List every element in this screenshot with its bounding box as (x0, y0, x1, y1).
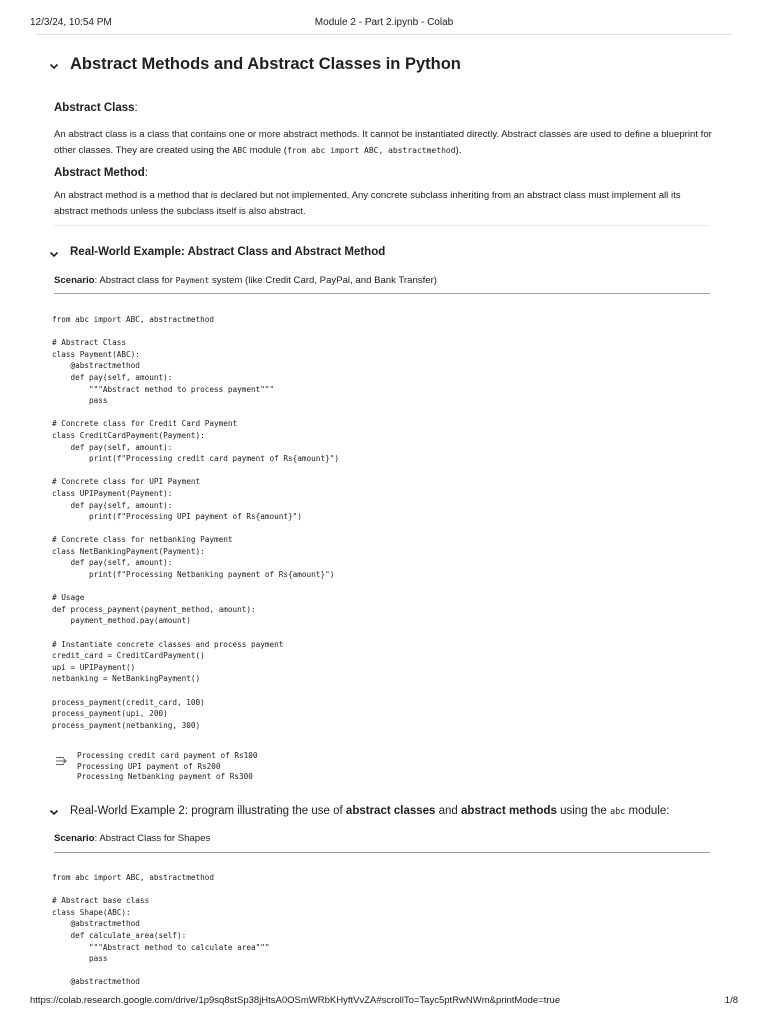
print-datetime: 12/3/24, 10:54 PM (30, 17, 112, 28)
section-divider (54, 225, 710, 226)
abstract-method-heading: Abstract Method: (54, 167, 148, 179)
code-cell-shapes[interactable]: from abc import ABC, abstractmethod # Abstract base class class Shape(ABC): @abstractmethod def calculate_area(self): """Abstract method to calculate area""" pass @abstractmethod (52, 873, 270, 987)
section-heading-real-world-example: Real-World Example: Abstract Class and Abstract Method (70, 246, 386, 258)
scenario-text-shapes: Scenario: Abstract Class for Shapes (54, 833, 211, 844)
print-url: https://colab.research.google.com/drive/1p9sq8stSp38jHtsA0OSmWRbKHyftVvZA#scrollTo=Tayc5ptRwNWm&printMode=true (30, 995, 561, 1006)
collapse-chevron-icon[interactable] (48, 248, 60, 260)
page-number: 1/8 (724, 995, 738, 1006)
header-divider (36, 34, 732, 35)
section-heading-real-world-example-2: Real-World Example 2: program illustrating the use of abstract classes and abstract methods using the abc module: (70, 805, 670, 817)
print-document-title: Module 2 - Part 2.ipynb - Colab (314, 17, 454, 28)
scenario-divider (54, 852, 710, 853)
collapse-chevron-icon[interactable] (48, 60, 60, 72)
scenario-divider (54, 293, 710, 294)
abstract-class-heading: Abstract Class: (54, 102, 138, 114)
code-cell-output: Processing credit card payment of Rs100 Processing UPI payment of Rs200 Processing Netbanking payment of Rs300 (77, 751, 258, 782)
scenario-text: Scenario: Abstract class for Payment system (like Credit Card, PayPal, and Bank Transfer) (54, 275, 437, 286)
code-cell-payment[interactable]: from abc import ABC, abstractmethod # Abstract Class class Payment(ABC): @abstractmethod def pay(self, amount): """Abstract method to process payment""" pass # Concrete class for Credit Card Payment class CreditCardPayment(Payment): def pay(self, amount): print(f"Processing credit card payment of Rs{amount}") # Concrete class for UPI Payment class UPIPayment(Payment): def pay(self, amount): print(f"Processing UPI payment of Rs{amount}") # Concrete class for netbanking Payment class NetBankingPayment(Payment): def pay(self, amount): print(f"Processing Netbanking payment of Rs{amount}") # Usage def process_payment(payment_method, amount): payment_method.pay(amount) # Instantiate concrete classes and process payment credit_card = CreditCardPayment() upi = UPIPayment() netbanking = NetBankingPayment() process_payment(credit_card, 100) process_payment(upi, 200) process_payment(netbanking, 300) (52, 315, 339, 730)
collapse-chevron-icon[interactable] (48, 806, 60, 818)
abstract-method-description: An abstract method is a method that is declared but not implemented. Any concrete subclass inheriting from an abstract class must implement all its abstract methods unless the subclass itself is also abstract. (54, 190, 681, 217)
abstract-class-description: An abstract class is a class that contains one or more abstract methods. It cannot be instantiated directly. Abstract classes are used to define a blueprint for other classes. They are created using the ABC module (from abc import ABC, abstractmethod). (54, 129, 712, 156)
section-heading-abstract-methods: Abstract Methods and Abstract Classes in Python (70, 55, 461, 73)
output-arrow-icon (55, 753, 69, 763)
